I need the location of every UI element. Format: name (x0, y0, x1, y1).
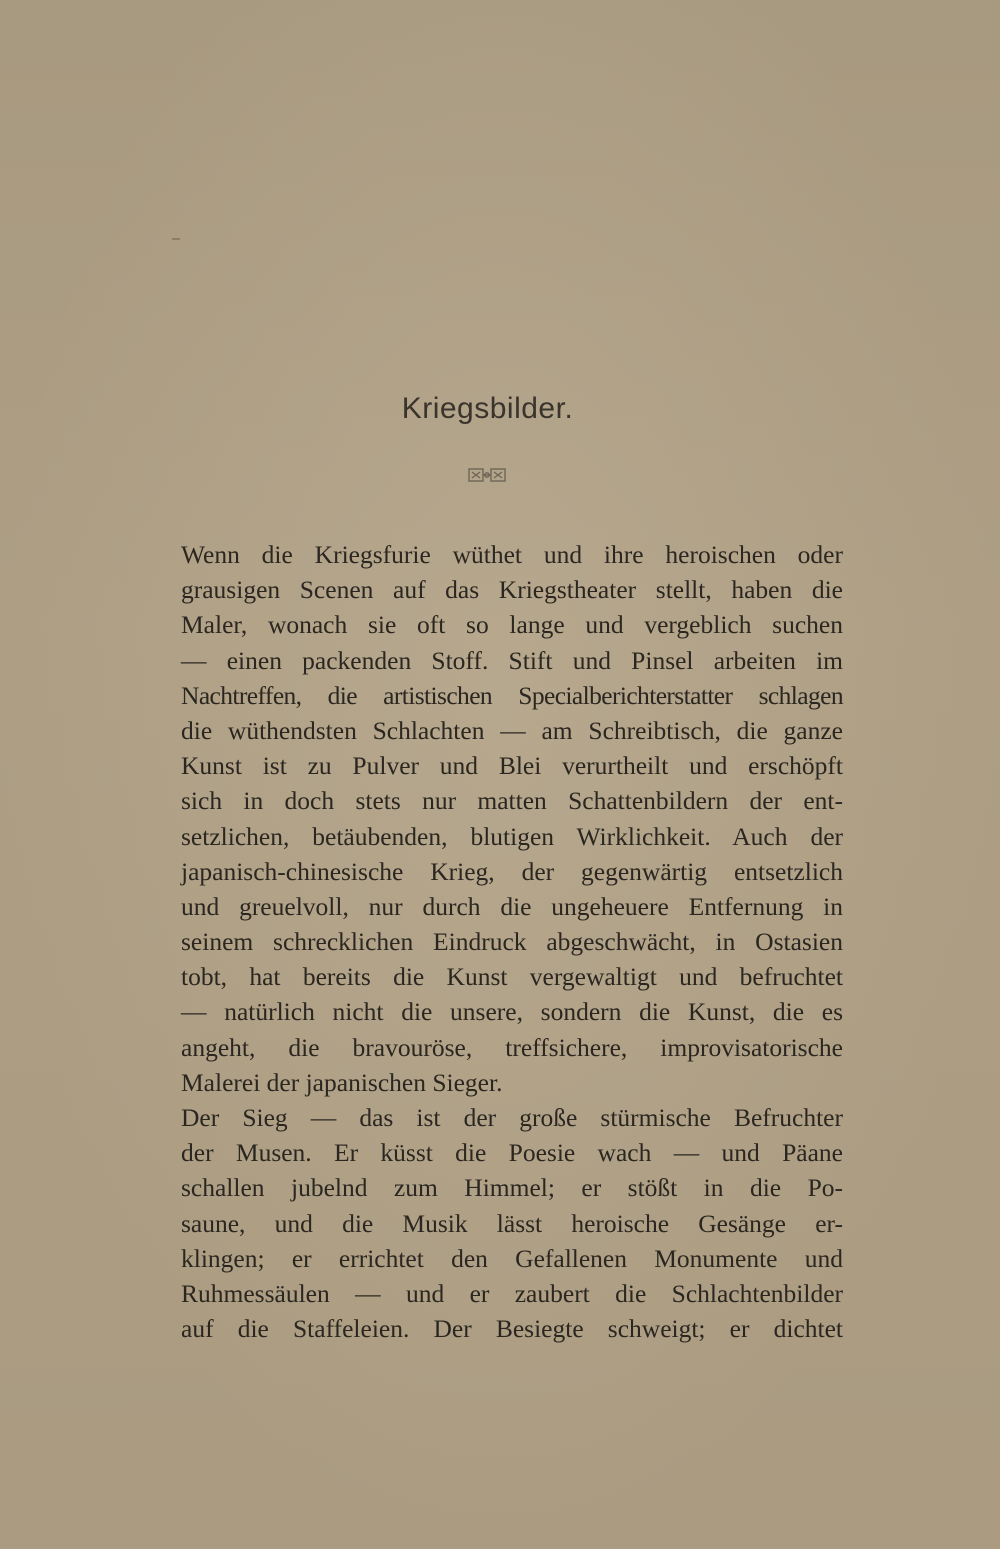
text-line: Wenn die Kriegsfurie wüthet und ihre heroischen oder (181, 540, 843, 569)
text-line: angeht, die bravouröse, treffsichere, improvisatorische (181, 1032, 843, 1062)
text-line: saune, und die Musik lässt heroische Gesänge er- (181, 1208, 843, 1238)
body-text (137, 537, 843, 1346)
text-line: setzlichen, betäubenden, blutigen Wirklichkeit. Auch der (181, 821, 843, 851)
text-line: der Musen. Er küsst die Poesie wach — und Päane (181, 1138, 843, 1168)
paper-speck (172, 238, 180, 240)
text-line: grausigen Scenen auf das Kriegstheater stellt, haben die (181, 575, 843, 605)
text-line: klingen; er errichtet den Gefallenen Monumente und (181, 1243, 843, 1273)
text-line: seinem schrecklichen Eindruck abgeschwächt, in Ostasien (181, 927, 843, 957)
text-line: Ruhmessäulen — und er zaubert die Schlachtenbilder (181, 1278, 843, 1308)
text-line: und greuelvoll, nur durch die ungeheuere Entfernung in (181, 891, 843, 921)
text-line: tobt, hat bereits die Kunst vergewaltigt und befruchtet (181, 962, 843, 992)
text-line: sich in doch stets nur matten Schattenbildern der ent- (181, 786, 843, 816)
text-line: Kunst ist zu Pulver und Blei verurtheilt und erschöpft (181, 751, 843, 781)
text-line: schallen jubelnd zum Himmel; er stößt in die Po- (181, 1173, 843, 1203)
text-line: Der Sieg — das ist der große stürmische Befruchter (181, 1103, 843, 1132)
text-line: Nachtreffen, die artistischen Specialberichterstatter schlagen (181, 680, 843, 710)
text-line: japanisch-chinesische Krieg, der gegenwärtig entsetzlich (181, 856, 843, 886)
text-line: — einen packenden Stoff. Stift und Pinsel arbeiten im (181, 645, 843, 675)
text-line: Maler, wonach sie oft so lange und vergeblich suchen (181, 610, 843, 640)
text-line: — natürlich nicht die unsere, sondern die Kunst, die es (181, 997, 843, 1027)
paragraph-2 (137, 1100, 843, 1346)
fleuron-ornament-icon (467, 465, 507, 485)
paragraph-1 (137, 537, 843, 1100)
text-line: die wüthendsten Schlachten — am Schreibtisch, die ganze (181, 715, 843, 745)
chapter-title: Kriegsbilder. (401, 392, 574, 425)
text-line: auf die Staffeleien. Der Besiegte schweigt; er dichtet (181, 1314, 843, 1344)
text-line: Malerei der japanischen Sieger. (181, 1067, 503, 1097)
